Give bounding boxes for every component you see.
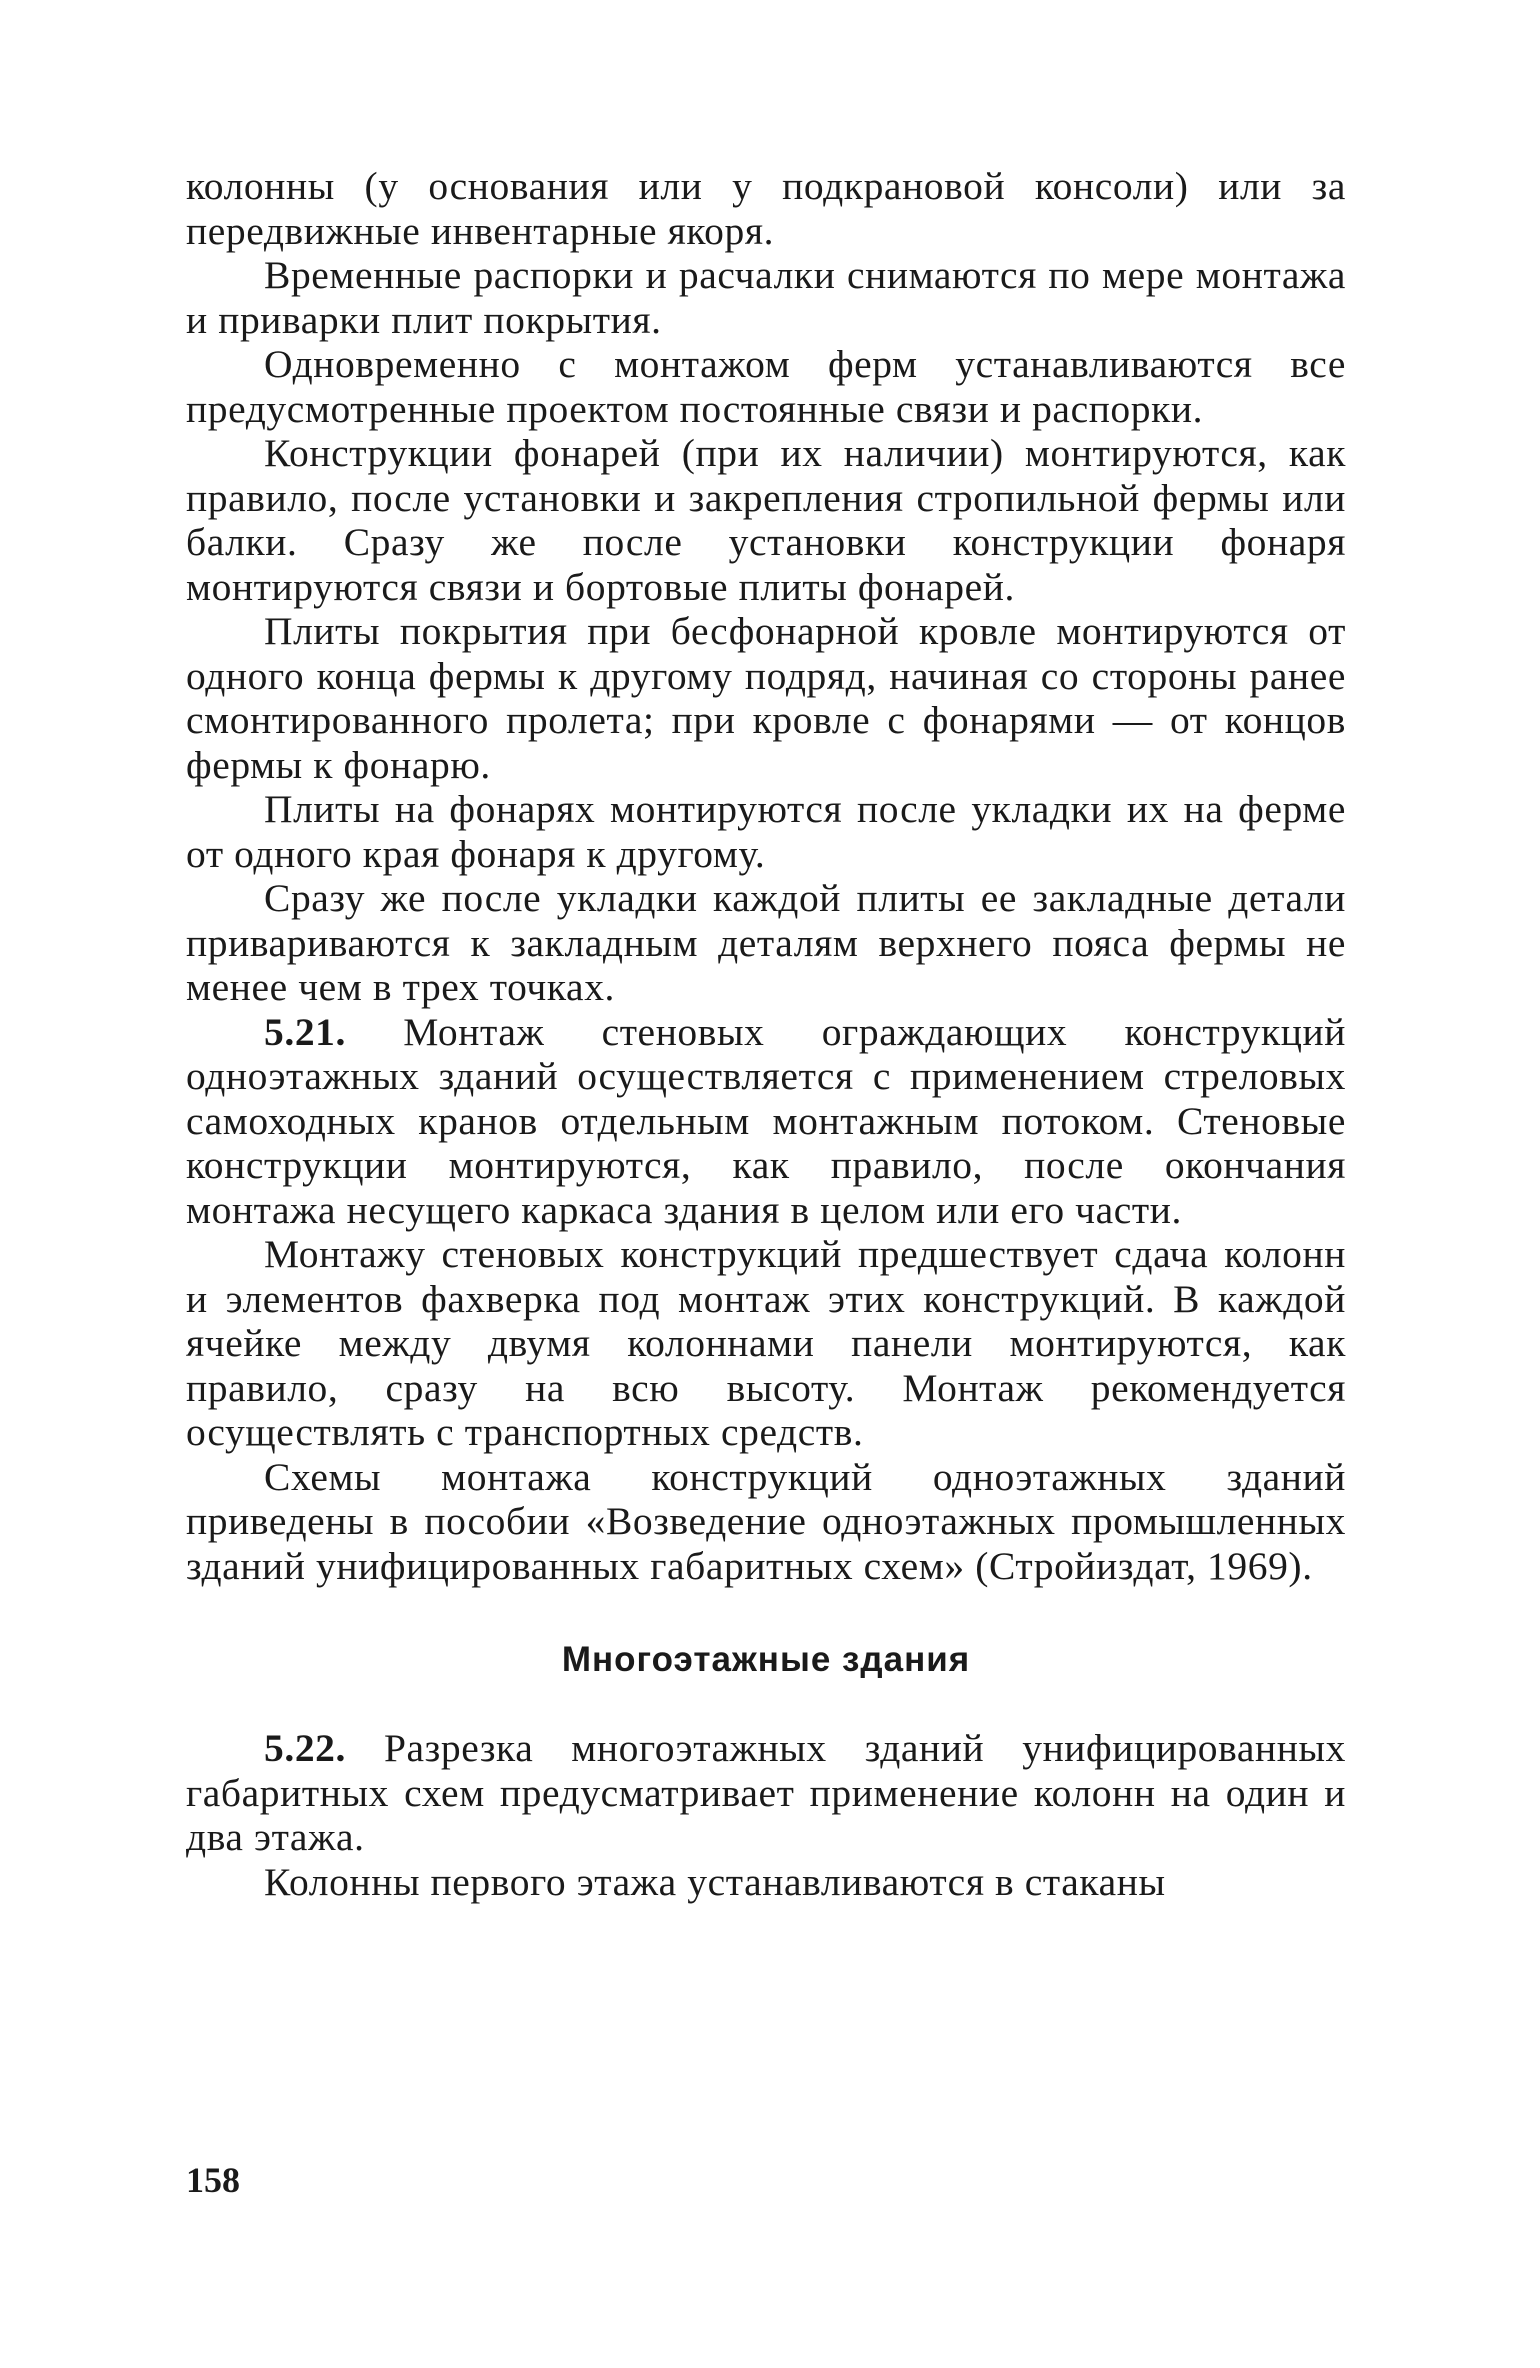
paragraph-9: Монтажу стеновых конструкций предшествует сдача колонн и элементов фахверка под монтаж этих конструкций. В каждой ячейке между двумя колоннами панели монтируются, как правило, сразу на всю высоту. Монтаж рекомендуется осуществлять с транспортных средств.: [186, 1232, 1346, 1454]
paragraph-5-21: [186, 1010, 1346, 1233]
paragraph-12: Колонны первого этажа устанавливаются в стаканы: [264, 1859, 1166, 1904]
paragraph-5-21-text: Монтаж стеновых ограждающих конструкций одноэтажных зданий осуществляется с применением стреловых самоходных кранов отдельным монтажным потоком. Стеновые конструкции монтируются, как правило, после окончания монтажа несущего каркаса здания в целом или его части.: [186, 1009, 1346, 1232]
page-number: 158: [186, 2160, 240, 2200]
paragraph-5-22: [186, 1726, 1346, 1860]
section-number-5-21: 5.21.: [264, 1009, 346, 1054]
section-heading: Многоэтажные здания: [561, 1640, 971, 1679]
paragraph-6: Плиты на фонарях монтируются после укладки их на ферме от одного края фонаря к другому.: [186, 787, 1346, 876]
paragraph-5: Плиты покрытия при бесфонарной кровле монтируются от одного конца фермы к другому подряд, начиная со стороны ранее смонтированного пролета; при кровле с фонарями — от концов фермы к фонарю.: [186, 609, 1346, 787]
paragraph-3: Одновременно с монтажом ферм устанавливаются все предусмотренные проектом постоянные связи и распорки.: [186, 342, 1346, 431]
paragraph-7: Сразу же после укладки каждой плиты ее закладные детали привариваются к закладным деталям верхнего пояса фермы не менее чем в трех точках.: [186, 876, 1346, 1009]
paragraph-1: колонны (у основания или у подкрановой консоли) или за передвижные инвентарные якоря.: [186, 164, 1346, 253]
page-body: [186, 164, 1346, 1904]
paragraph-4: Конструкции фонарей (при их наличии) монтируются, как правило, после установки и закрепления стропильной фермы или балки. Сразу же после установки конструкции фонаря монтируются связи и бортовые плиты фонарей.: [186, 431, 1346, 609]
paragraph-2: Временные распорки и расчалки снимаются по мере монтажа и приварки плит покрытия.: [186, 253, 1346, 342]
paragraph-10: Схемы монтажа конструкций одноэтажных зданий приведены в пособии «Возведение одноэтажных промышленных зданий унифицированных габаритных схем» (Стройиздат, 1969).: [186, 1454, 1346, 1588]
paragraph-5-22-text: Разрезка многоэтажных зданий унифицированных габаритных схем предусматривает применение колонн на один и два этажа.: [186, 1726, 1346, 1859]
section-number-5-22: 5.22.: [264, 1726, 346, 1770]
